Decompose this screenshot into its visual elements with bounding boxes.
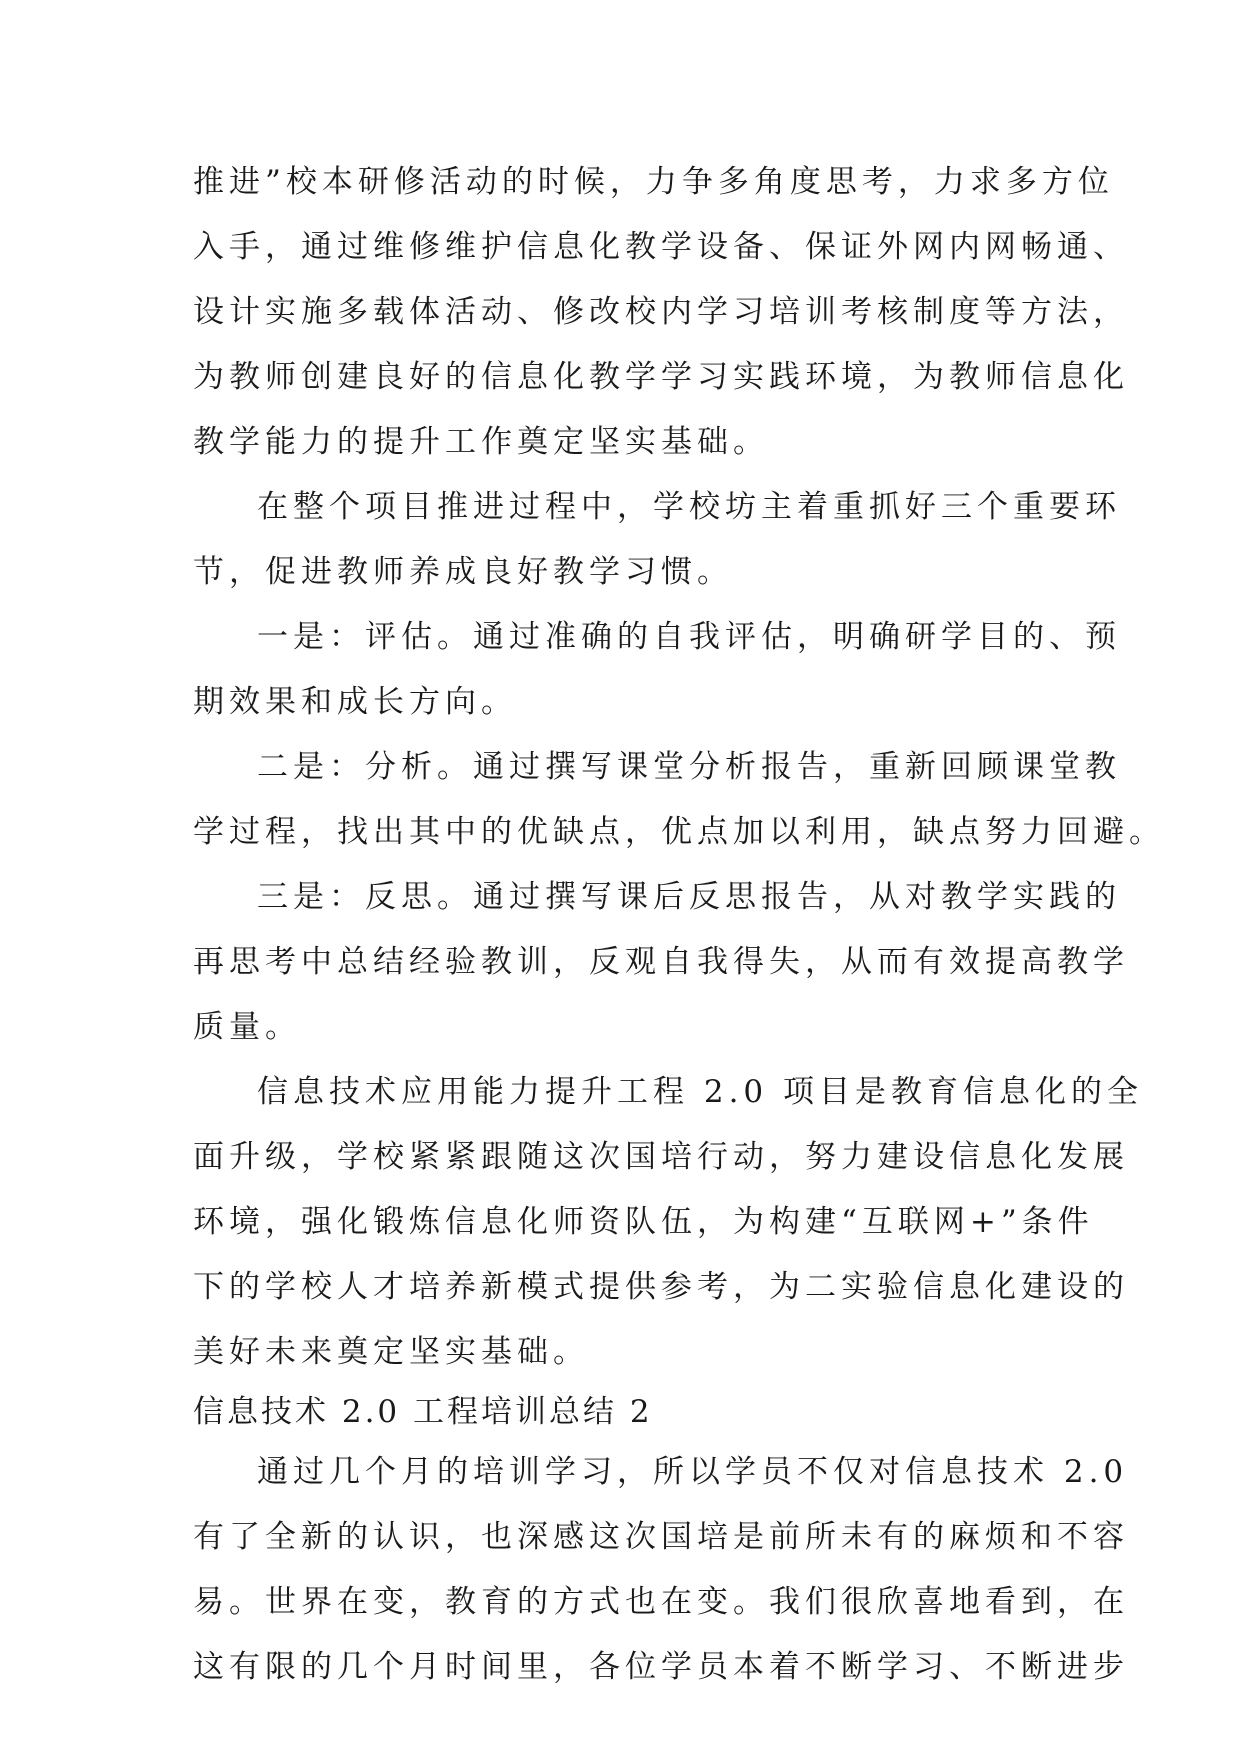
text-line: 环境，强化锻炼信息化师资队伍，为构建“互联网+”条件 — [193, 1204, 1094, 1240]
text-line: 教学能力的提升工作奠定坚实基础。 — [193, 424, 769, 460]
section-heading: 信息技术 2.0 工程培训总结 2 — [193, 1394, 653, 1430]
text-line: 学过程，找出其中的优缺点，优点加以利用，缺点努力回避。 — [193, 814, 1165, 850]
text-line: 设计实施多载体活动、修改校内学习培训考核制度等方法， — [193, 294, 1129, 330]
paragraph-first-line: 二是：分析。通过撰写课堂分析报告，重新回顾课堂教 — [257, 749, 1121, 785]
paragraph-first-line: 信息技术应用能力提升工程 2.0 项目是教育信息化的全 — [257, 1074, 1144, 1110]
text-line: 这有限的几个月时间里，各位学员本着不断学习、不断进步 — [193, 1649, 1129, 1685]
paragraph-first-line: 一是：评估。通过准确的自我评估，明确研学目的、预 — [257, 619, 1121, 655]
text-line: 质量。 — [193, 1009, 301, 1045]
paragraph-first-line: 在整个项目推进过程中，学校坊主着重抓好三个重要环 — [257, 489, 1121, 525]
text-line: 推进”校本研修活动的时候，力争多角度思考，力求多方位 — [193, 164, 1114, 200]
text-line: 期效果和成长方向。 — [193, 684, 517, 720]
text-line: 下的学校人才培养新模式提供参考，为二实验信息化建设的 — [193, 1269, 1129, 1305]
text-line: 美好未来奠定坚实基础。 — [193, 1334, 589, 1370]
text-line: 入手，通过维修维护信息化教学设备、保证外网内网畅通、 — [193, 229, 1129, 265]
text-line: 节，促进教师养成良好教学习惯。 — [193, 554, 733, 590]
text-line: 易。世界在变，教育的方式也在变。我们很欣喜地看到，在 — [193, 1584, 1129, 1620]
text-line: 面升级，学校紧紧跟随这次国培行动，努力建设信息化发展 — [193, 1139, 1129, 1175]
document-body — [193, 150, 1165, 1700]
paragraph-first-line: 通过几个月的培训学习，所以学员不仅对信息技术 2.0 — [257, 1454, 1129, 1490]
text-line: 有了全新的认识，也深感这次国培是前所未有的麻烦和不容 — [193, 1519, 1129, 1555]
paragraph-first-line: 三是：反思。通过撰写课后反思报告，从对教学实践的 — [257, 879, 1121, 915]
text-line: 再思考中总结经验教训，反观自我得失，从而有效提高教学 — [193, 944, 1129, 980]
text-line: 为教师创建良好的信息化教学学习实践环境，为教师信息化 — [193, 359, 1129, 395]
